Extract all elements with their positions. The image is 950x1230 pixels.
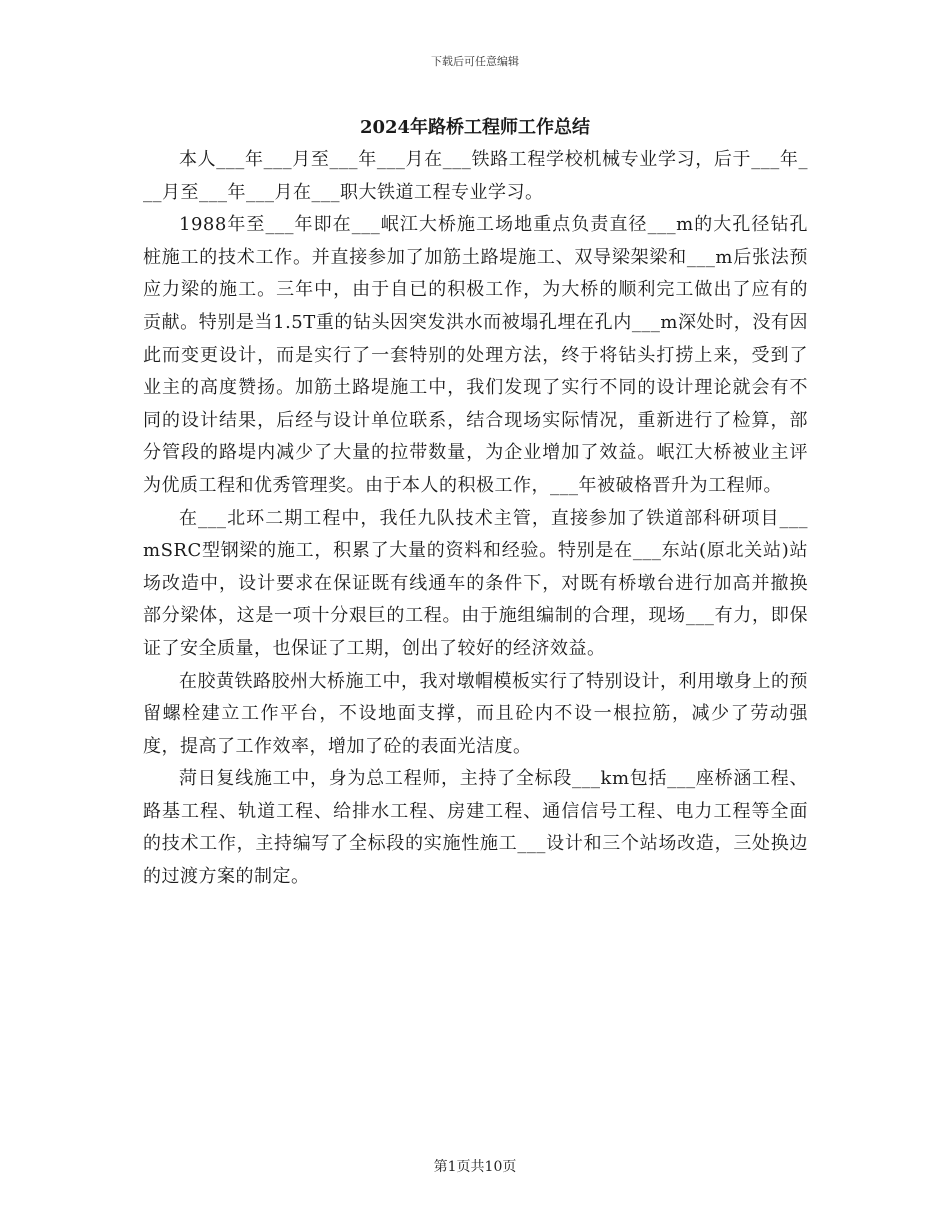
page-number: 第1页共10页: [433, 1159, 517, 1175]
paragraph-jiaozhou-bridge: 在胶黄铁路胶州大桥施工中，我对墩帽模板实行了特别设计，利用墩身上的预留螺栓建立工作平台，不设地面支撑，而且砼内不设一根拉筋，减少了劳动强度，提高了工作效率，增加了砼的表面光洁度。: [143, 670, 808, 757]
document-body: [143, 144, 808, 894]
paragraph-north-ring: 在___北环二期工程中，我任九队技术主管，直接参加了铁道部科研项目___mSRC型钢梁的施工，积累了大量的资料和经验。特别是在___东站(原北关站)站场改造中，设计要求在保证既有线通车的条件下，对既有桥墩台进行加高并撤换部分梁体，这是一项十分艰巨的工程。由于施组编制的合理，现场___有力，即保证了安全质量，也保证了工期，创出了较好的经济效益。: [143, 507, 808, 659]
paragraph-education: 本人___年___月至___年___月在___铁路工程学校机械专业学习，后于___年___月至___年___月在___职大铁道工程专业学习。: [143, 149, 808, 203]
paragraph-minjiang-bridge: 1988年至___年即在___岷江大桥施工场地重点负责直径___m的大孔径钻孔桩施工的技术工作。并直接参加了加筋土路堤施工、双导梁架梁和___m后张法预应力梁的施工。三年中，由于自已的积极工作，为大桥的顺利完工做出了应有的贡献。特别是当1.5T重的钻头因突发洪水而被塌孔埋在孔内___m深处时，没有因此而变更设计，而是实行了一套特别的处理方法，终于将钻头打捞上来，受到了业主的高度赞扬。加筋土路堤施工中，我们发现了实行不同的设计理论就会有不同的设计结果，后经与设计单位联系，结合现场实际情况，重新进行了检算，部分管段的路堤内减少了大量的拉带数量，为企业增加了效益。岷江大桥被业主评为优质工程和优秀管理奖。由于本人的积极工作，___年被破格晋升为工程师。: [143, 214, 808, 496]
header-note: 下载后可任意编辑: [431, 55, 519, 68]
document-title: 2024年路桥工程师工作总结: [359, 117, 591, 138]
paragraph-heri-line: 菏日复线施工中，身为总工程师，主持了全标段___km包括___座桥涵工程、路基工程、轨道工程、给排水工程、房建工程、通信信号工程、电力工程等全面的技术工作，主持编写了全标段的实施性施工___设计和三个站场改造，三处换边的过渡方案的制定。: [143, 768, 808, 888]
